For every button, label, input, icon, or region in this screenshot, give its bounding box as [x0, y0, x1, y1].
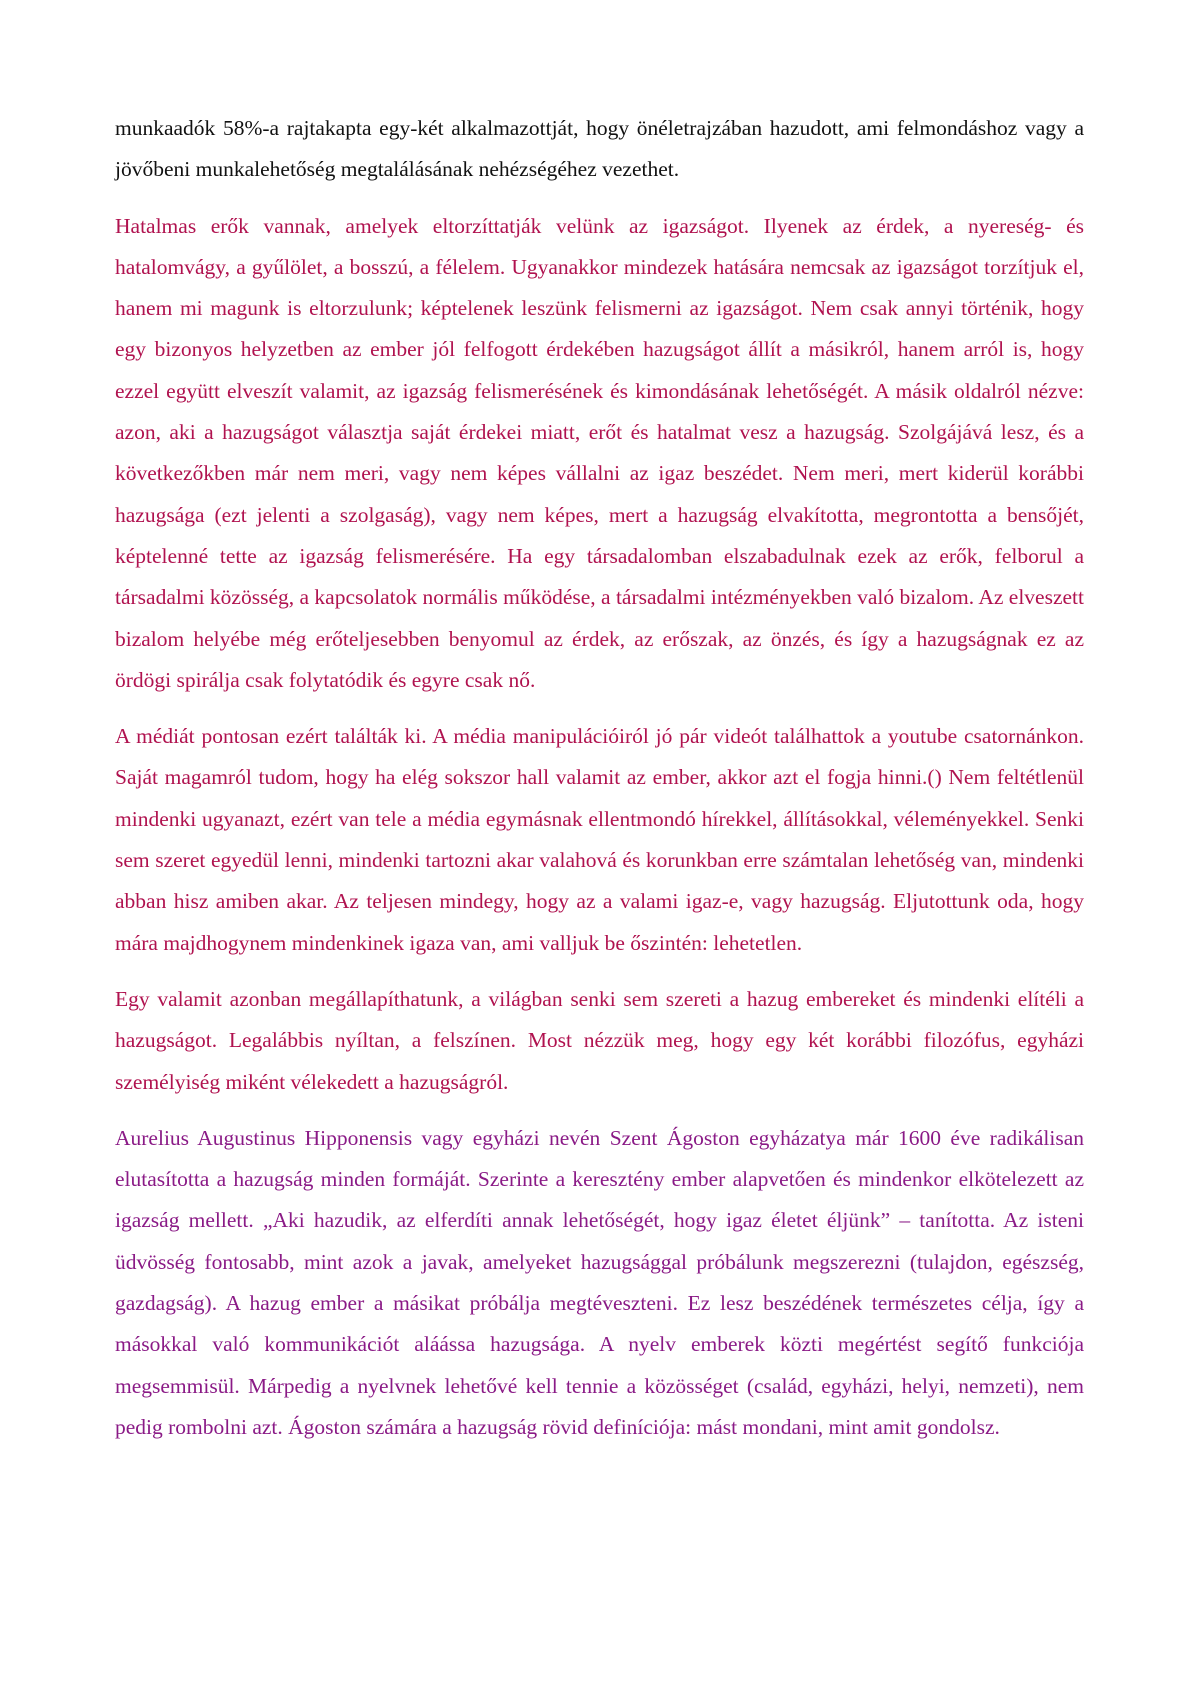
paragraph-employers-lying: munkaadók 58%-a rajtakapta egy-két alkalmazottját, hogy önéletrajzában hazudott, ami felmondáshoz vagy a jövőbeni munkalehetőség megtalálásának nehézségéhez vezethet.: [115, 116, 1084, 182]
document-page: [115, 108, 1084, 1463]
paragraph-condemning-lies: Egy valamit azonban megállapíthatunk, a világban senki sem szereti a hazug embereket és mindenki elítéli a hazugságot. Legalábbis nyíltan, a felszínen. Most nézzük meg, hogy egy két korábbi filozófus, egyházi személyiség miként vélekedett a hazugságról.: [115, 986, 1084, 1094]
paragraph-distorting-forces: Hatalmas erők vannak, amelyek eltorzíttatják velünk az igazságot. Ilyenek az érdek, a nyereség- és hatalomvágy, a gyűlölet, a bosszú, a félelem. Ugyanakkor mindezek hatására nemcsak az igazságot torzítjuk el, hanem mi magunk is eltorzulunk; képtelenek leszünk felismerni az igazságot. Nem csak annyi történik, hogy egy bizonyos helyzetben az ember jól felfogott érdekében hazugságot állít a másikról, hanem arról is, hogy ezzel együtt elveszít valamit, az igazság felismerésének és kimondásának lehetőségét. A másik oldalról nézve: azon, aki a hazugságot választja saját érdekei miatt, erőt és hatalmat vesz a hazugság. Szolgájává lesz, és a következőkben már nem meri, vagy nem képes vállalni az igaz beszédet. Nem meri, mert kiderül korábbi hazugsága (ezt jelenti a szolgaság), vagy nem képes, mert a hazugság elvakította, megrontotta a bensőjét, képtelenné tette az igazság felismerésére. Ha egy társadalomban elszabadulnak ezek az erők, felborul a társadalmi közösség, a kapcsolatok normális működése, a társadalmi intézményekben való bizalom. Az elveszett bizalom helyébe még erőteljesebben benyomul az érdek, az erőszak, az önzés, és így a hazugságnak ez az ördögi spirálja csak folytatódik és egyre csak nő.: [115, 213, 1084, 692]
paragraph-augustine: Aurelius Augustinus Hipponensis vagy egyházi nevén Szent Ágoston egyházatya már 1600 éve radikálisan elutasította a hazugság minden formáját. Szerinte a keresztény ember alapvetően és mindenkor elkötelezett az igazság mellett. „Aki hazudik, az elferdíti annak lehetőségét, hogy igaz életet éljünk” – tanította. Az isteni üdvösség fontosabb, mint azok a javak, amelyeket hazugsággal próbálunk megszerezni (tulajdon, egészség, gazdagság). A hazug ember a másikat próbálja megtéveszteni. Ez lesz beszédének természetes célja, így a másokkal való kommunikációt aláássa hazugsága. A nyelv emberek közti megértést segítő funkciója megsemmisül. Márpedig a nyelvnek lehetővé kell tennie a közösséget (család, egyházi, helyi, nemzeti), nem pedig rombolni azt. Ágoston számára a hazugság rövid definíciója: mást mondani, mint amit gondolsz.: [115, 1125, 1084, 1439]
paragraph-media: A médiát pontosan ezért találták ki. A média manipulációiról jó pár videót találhattok a youtube csatornánkon. Saját magamról tudom, hogy ha elég sokszor hall valamit az ember, akkor azt el fogja hinni.() Nem feltétlenül mindenki ugyanazt, ezért van tele a média egymásnak ellentmondó hírekkel, állításokkal, véleményekkel. Senki sem szeret egyedül lenni, mindenki tartozni akar valahová és korunkban erre számtalan lehetőség van, mindenki abban hisz amiben akar. Az teljesen mindegy, hogy az a valami igaz-e, vagy hazugság. Eljutottunk oda, hogy mára majdhogynem mindenkinek igaza van, ami valljuk be őszintén: lehetetlen.: [115, 724, 1084, 955]
